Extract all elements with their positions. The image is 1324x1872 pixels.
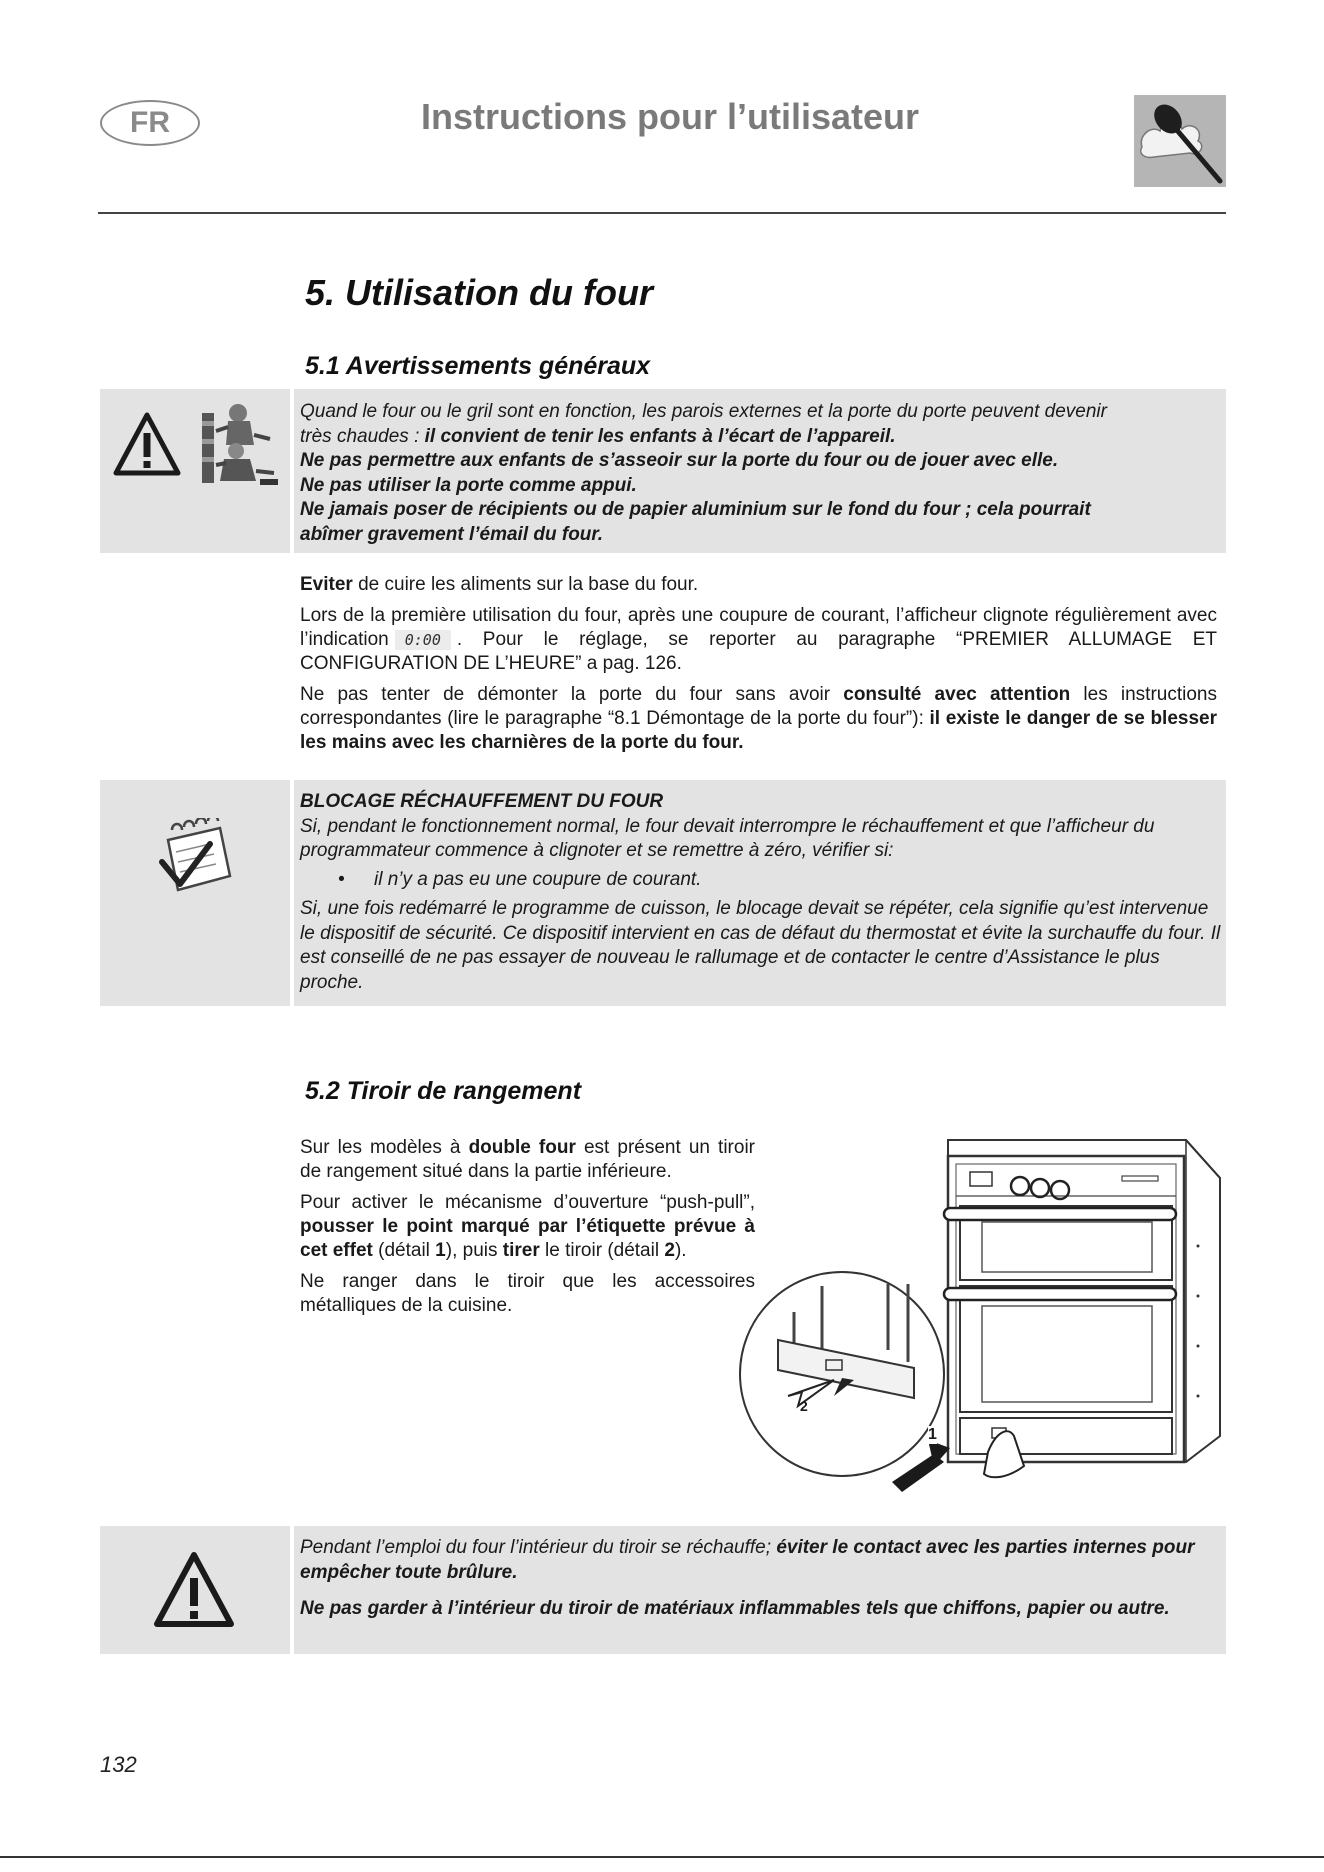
warning-icon-cell	[100, 389, 290, 553]
note-icon-cell	[100, 780, 290, 1006]
page-header-title: Instructions pour l’utilisateur	[420, 96, 920, 137]
warning-panel-general	[100, 389, 1226, 553]
drawer-instructions: Sur les modèles à double four est présent un tiroir de rangement situé dans la partie inférieure. Pour activer le mécanisme d’ouverture “push-pull”, pousser le point marqué par l’étiquette prévue à cet effet (détail 1), puis tirer le tiroir (détail 2). Ne ranger dans le tiroir que les accessoires métalliques de la cuisine.	[300, 1137, 756, 1316]
chef-spoon-icon	[1134, 95, 1226, 187]
warning-text-general: Quand le four ou le gril sont en fonction, les parois externes et la porte du porte peuvent devenir très chaudes : il convient de tenir les enfants à l’écart de l’appareil. Ne pas permettre aux enfants de s’asseoir sur la porte du four ou de jouer avec elle. Ne pas utiliser la porte comme appui. Ne jamais poser de récipients ou de papier aluminium sur le fond du four ; cela pourrait abîmer gravement l’émail du four.	[300, 401, 1107, 545]
subsection-title-5-1: 5.1 Avertissements généraux	[305, 352, 651, 380]
note-title: BLOCAGE RÉCHAUFFEMENT DU FOUR	[300, 791, 664, 812]
detail-label-1: 1	[928, 1426, 937, 1443]
notepad-check-icon	[154, 818, 238, 898]
double-oven-drawer-illustration	[738, 1136, 1228, 1506]
general-instructions: Eviter de cuire les aliments sur la base du four. Lors de la première utilisation du four, après une coupure de courant, l’afficheur clignote régulièrement avec l’indication 0:00 . Pour le réglage, se reporter au paragraphe “PREMIER ALLUMAGE ET CONFIGURATION DE L’HEURE” a pag. 126. Ne pas tenter de démonter la porte du four sans avoir consulté avec attention les instructions correspondantes (lire le paragraphe “8.1 Démontage de la porte du four”): il existe le danger de se blesser les mains avec les charnières de la porte du four.	[300, 574, 1217, 753]
note-panel-heating-block	[100, 780, 1226, 1006]
warning-triangle-icon	[152, 1550, 236, 1630]
header-divider	[98, 212, 1226, 214]
detail-label-2: 2	[800, 1398, 808, 1414]
language-code: FR	[130, 106, 170, 139]
note-bullet: • il n’y a pas eu une coupure de courant.	[338, 868, 702, 890]
language-badge	[100, 100, 200, 146]
children-stacking-icon	[200, 401, 280, 487]
footer-divider	[0, 1856, 1324, 1858]
warning-icon-cell-2	[100, 1526, 290, 1654]
section-title: 5. Utilisation du four	[305, 272, 653, 313]
display-indicator: 0:00	[395, 630, 451, 650]
subsection-title-5-2: 5.2 Tiroir de rangement	[305, 1077, 582, 1105]
note-text: BLOCAGE RÉCHAUFFEMENT DU FOUR Si, pendant le fonctionnement normal, le four devait interrompre le réchauffement et que l’afficheur du programmateur commence à clignoter et se remettre à zéro, vérifier si: • il n’y a pas eu une coupure de courant. Si, une fois redémarré le programme de cuisson, le blocage devait se répéter, cela signifie qu’est intervenue le dispositif de sécurité. Ce dispositif intervient en cas de défaut du thermostat et évite la surchauffe du four. Il est conseillé de ne pas essayer de nouveau le rallumage et de contacter le centre d’Assistance le plus proche.	[300, 790, 1226, 995]
warning-panel-drawer	[100, 1526, 1226, 1654]
warning-text-drawer: Pendant l’emploi du four l’intérieur du tiroir se réchauffe; éviter le contact avec les parties internes pour empêcher toute brûlure. Ne pas garder à l’intérieur du tiroir de matériaux inflammables tels que chiffons, papier ou autre.	[300, 1537, 1195, 1619]
page-number: 132	[100, 1752, 137, 1777]
warning-triangle-icon	[112, 411, 182, 477]
